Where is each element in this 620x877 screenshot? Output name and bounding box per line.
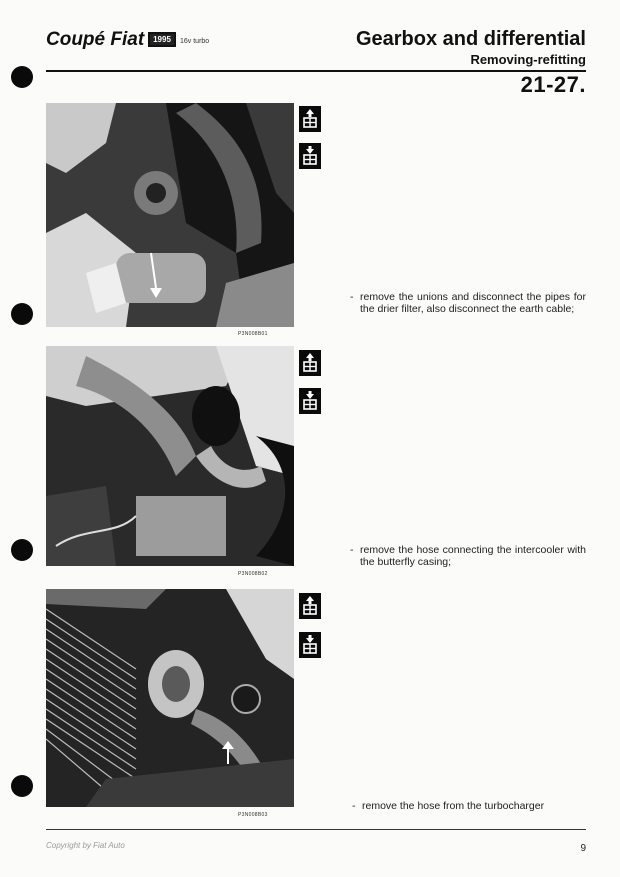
remove-icon <box>299 593 321 619</box>
step-photo-2 <box>46 346 294 566</box>
page-number: 9 <box>580 843 586 854</box>
remove-icon <box>299 106 321 132</box>
refit-icon <box>299 143 321 169</box>
step-photo-1 <box>46 103 294 327</box>
binder-hole-2 <box>11 303 33 325</box>
footer-divider <box>46 829 586 830</box>
photo-code-1: P3N008B01 <box>238 331 268 337</box>
photo-code-2: P3N008B02 <box>238 571 268 577</box>
refit-icon <box>299 632 321 658</box>
step-instruction-3 <box>352 801 588 813</box>
copyright-notice: Copyright by Fiat Auto <box>46 841 125 850</box>
model-year-badge: 1995 <box>148 32 176 47</box>
refit-icon <box>299 388 321 414</box>
step-dash: - <box>350 544 354 556</box>
section-number: 21-27. <box>520 72 586 97</box>
step-text-1: remove the unions and disconnect the pipes for the drier filter, also disconnect the earth cable; <box>360 291 586 315</box>
step-instruction-2 <box>350 545 586 568</box>
remove-icon <box>299 350 321 376</box>
page-subtitle: Removing-refitting <box>470 52 586 67</box>
page-title: Gearbox and differential <box>355 28 586 50</box>
step-photo-3 <box>46 589 294 807</box>
engine-variant-label: 16v turbo <box>180 38 210 45</box>
brand-title: Coupé Fiat <box>46 29 145 50</box>
binder-hole-1 <box>11 66 33 88</box>
binder-hole-3 <box>11 539 33 561</box>
photo-code-3: P3N008B03 <box>238 812 268 818</box>
binder-hole-4 <box>11 775 33 797</box>
step-instruction-1 <box>350 292 586 315</box>
step-dash: - <box>350 291 354 303</box>
step-text-3: remove the hose from the turbocharger <box>362 800 545 812</box>
step-dash: - <box>352 800 356 812</box>
header-divider <box>46 70 586 72</box>
step-text-2: remove the hose connecting the intercooler with the butterfly casing; <box>360 544 586 568</box>
